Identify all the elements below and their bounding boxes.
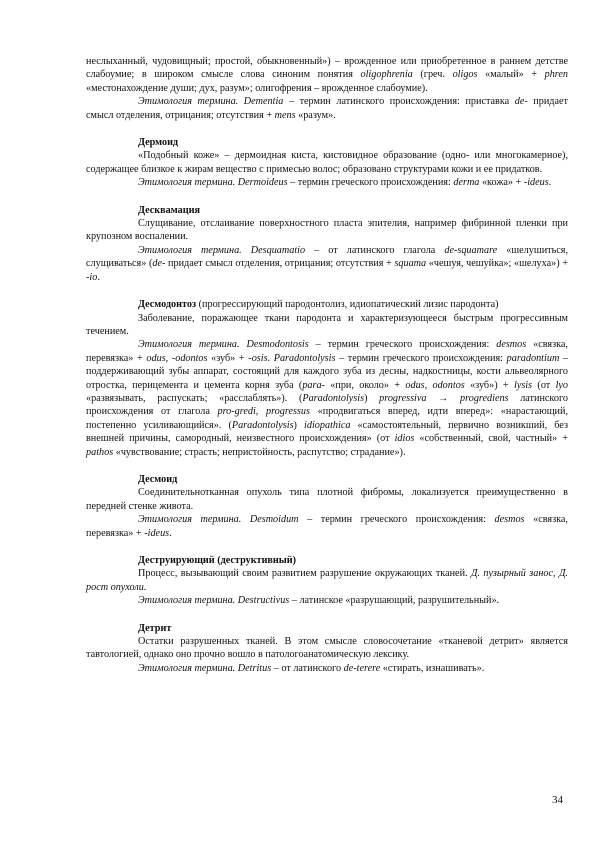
term-heading: Десмодонтоз (прогрессирующий пародонтолиз, идиопатический лизис пародонта) [138,299,499,311]
term-heading: Десквамация [138,204,200,216]
paragraph: Остатки разрушенных тканей. В этом смысле словосочетание «тканевой детрит» является тавтологией, однако оно прочно вошло в патологоанатомическую лексику. [86,636,568,661]
paragraph: Заболевание, поражающее ткани пародонта и характеризующееся быстрым прогрессивным течением. [86,312,568,337]
paragraph: Слущивание, отслаивание поверхностного пласта эпителия, например фибринной пленки при крупозном воспалении. [86,218,568,243]
paragraph: Этимология термина. Detritus – от латинского de-terere «стирать, изнашивать». [138,662,485,674]
document-page [86,55,568,675]
paragraph: Этимология термина. Desquamatio – от латинского глагола de-squamare «шелушиться, слущиваться» (de- придает смысл отделения, отрицания; отсутствия + squama «чешуя, чешуйка»; «шелуха») + -io. [86,244,569,283]
term-heading: Деструирующий (деструктивный) [138,555,297,566]
term-heading: Детрит [138,622,172,634]
paragraph: Этимология термина. Desmodontosis – термин греческого происхождения: desmos «связка, перевязка» + odus, -odontos «зуб» + -osis. Paradontolysis – термин греческого происхождения: paradontium –поддерживающий зубы аппарат, состоящий для каждого зуба из десны, надкостницы, кости альвеолярного отростка, перицемента и цемента корня зуба (para- «при, около» + odus, odontos «зуб») + lysis (от lyo «развязывать, распускать; «расслаблять»). (Paradontolysis) progressiva → progrediens латинского происхождения от глагола pro-gredi, progressus «продвигаться вперед, идти вперед»: «нарастающий, постепенно усиливающийся». (Paradontolysis) idiopathica «самостоятельный, первично возникший, без внешней причины, самородный, неизвестного происхождения» (от idios «собственный, свой, частный» + pathos «чувствование; страсть; непристойность, распутство; страдание»). [86,339,569,458]
paragraph: Соединительнотканная опухоль типа плотной фибромы, локализуется преимущественно в передней стенке живота. [86,487,568,512]
term-heading: Десмоид [138,473,178,485]
term-heading: Дермоид [138,137,179,149]
paragraph: «Подобный коже» – дермоидная киста, кистовидное образование (одно- или многокамерное), содержащее близкое к жирам вещество с примесью волос; образовано структурами кожи и ее придатков. [86,150,568,175]
page-number: 34 [552,794,563,806]
paragraph: Этимология термина. Dermoideus – термин греческого происхождения: derma «кожа» + -ideus. [138,177,552,189]
paragraph: Этимология термина. Destructivus – латинское «разрушающий, разрушительный». [138,595,500,607]
paragraph: Процесс, вызывающий своим развитием разрушение окружающих тканей. Д. пузырный занос, Д. рост опухоли. [86,568,568,593]
paragraph: Этимология термина. Dementia – термин латинского происхождения: приставка de- придает смысл отделения, отрицания; отсутствия + mens «разум». [86,96,568,121]
paragraph: неслыханный, чудовищный; простой, обыкновенный») – врожденное или приобретенное в раннем детстве слабоумие; в широком смысле слова синоним понятия oligophrenia (греч. oligos «малый» + phren «местонахождение души; дух, разум»; олигофрения – врожденное слабоумие). [86,56,568,94]
paragraph: Этимология термина. Desmoidum – термин греческого происхождения: desmos «связка, перевязка» + -ideus. [86,514,568,539]
